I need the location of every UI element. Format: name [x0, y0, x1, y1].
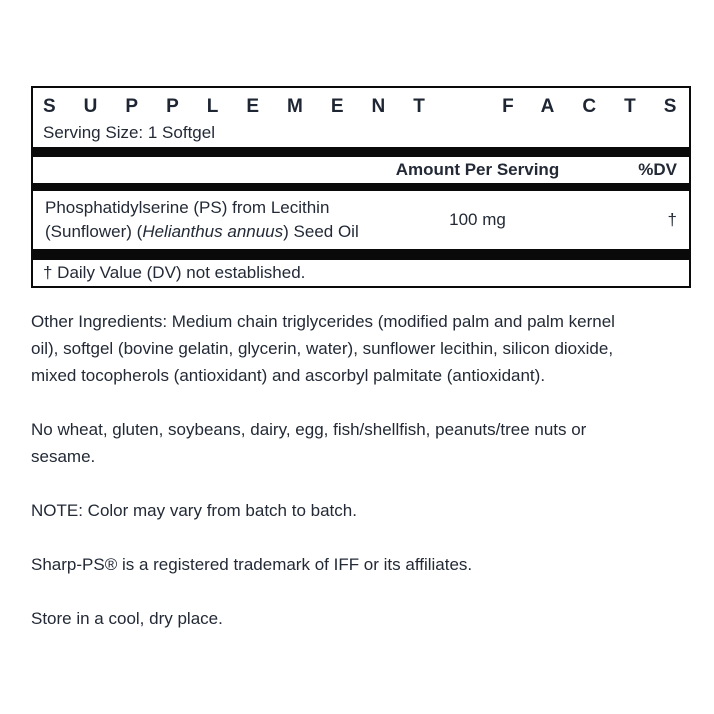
other-ingredients-line: Other Ingredients: Medium chain triglycerides (modified palm and palm kernel — [31, 312, 615, 331]
label-body-text — [31, 308, 691, 632]
column-header-row — [33, 157, 689, 183]
ingredient-name-line2-post: ) Seed Oil — [283, 222, 359, 241]
dv-footnote: † Daily Value (DV) not established. — [43, 263, 306, 282]
trademark-statement — [31, 551, 691, 578]
other-ingredients-line: oil), softgel (bovine gelatin, glycerin, water), sunflower lecithin, silicon dioxide, — [31, 339, 614, 358]
note-line: NOTE: Color may vary from batch to batch. — [31, 501, 357, 520]
note-statement — [31, 497, 691, 524]
divider-thick-bottom — [33, 249, 689, 260]
ingredient-name-line1: Phosphatidylserine (PS) from Lecithin — [45, 198, 330, 217]
divider-thick-top — [33, 147, 689, 157]
serving-size: Serving Size: 1 Softgel — [43, 123, 215, 142]
allergen-line: No wheat, gluten, soybeans, dairy, egg, fish/shellfish, peanuts/tree nuts or — [31, 420, 587, 439]
ingredient-dv-dagger: † — [667, 210, 677, 229]
ingredient-row — [33, 191, 689, 249]
ingredient-name-line2-pre: (Sunflower) ( — [45, 222, 143, 241]
ingredient-latin-name: Helianthus annuus — [142, 222, 284, 241]
ingredient-name — [45, 196, 390, 244]
trademark-line: Sharp-PS® is a registered trademark of IFF or its affiliates. — [31, 555, 473, 574]
other-ingredients-paragraph — [31, 308, 691, 389]
ingredient-amount: 100 mg — [449, 210, 506, 229]
supplement-facts-panel — [31, 86, 705, 288]
column-header-amount: Amount Per Serving — [395, 160, 560, 179]
storage-line: Store in a cool, dry place. — [31, 609, 223, 628]
allergen-line: sesame. — [31, 447, 96, 466]
divider-thick-middle — [33, 183, 689, 191]
column-header-dv: %DV — [638, 160, 677, 179]
facts-title: SUPPLEMENT FACTS — [43, 96, 705, 117]
storage-statement — [31, 605, 691, 632]
label-content — [31, 86, 705, 659]
allergen-statement — [31, 416, 691, 470]
other-ingredients-line: mixed tocopherols (antioxidant) and ascorbyl palmitate (antioxidant). — [31, 366, 546, 385]
facts-header — [33, 88, 705, 147]
